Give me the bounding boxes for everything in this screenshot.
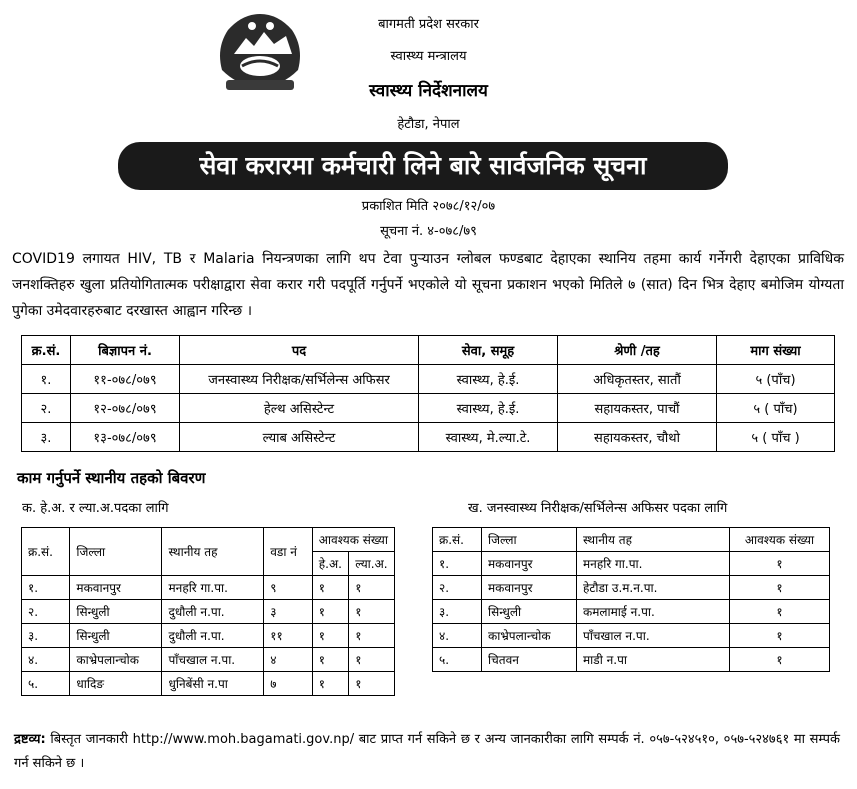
cell: सहायकस्तर, पाचौं <box>558 394 717 423</box>
directorate-name: स्वास्थ्य निर्देशनालय <box>369 81 488 101</box>
cell: पाँचखाल न.पा. <box>577 624 730 648</box>
local-level-table-a <box>21 527 395 696</box>
cell: हेल्थ असिस्टेन्ट <box>180 394 419 423</box>
table-row <box>433 600 830 624</box>
col-post: पद <box>180 336 419 365</box>
cell: मनहरि गा.पा. <box>577 552 730 576</box>
table-row <box>22 624 395 648</box>
footnote <box>14 728 840 776</box>
cell: १३-०७८/०७९ <box>71 423 180 452</box>
col-district: जिल्ला <box>482 528 577 552</box>
table-row <box>22 423 835 452</box>
table-header-row <box>433 528 830 552</box>
cell: धुनिबेंसी न.पा <box>162 672 264 696</box>
cell: ११-०७८/०७९ <box>71 365 180 394</box>
cell: मकवानपुर <box>482 552 577 576</box>
cell: १ <box>730 600 830 624</box>
cell: १ <box>312 672 348 696</box>
cell: ३. <box>22 423 71 452</box>
government-name: बागमती प्रदेश सरकार <box>378 17 479 32</box>
cell: १. <box>22 576 70 600</box>
table-row <box>433 576 830 600</box>
footnote-text: बिस्तृत जानकारी http://www.moh.bagamati.gov.np/ बाट प्राप्त गर्न सकिने छ र अन्य जानकारीका लागि सम्पर्क नं. ०५७-५२४५१०, ०५७-५२४७६१ मा सम्पर्क गर्न सकिने छ । <box>14 732 840 771</box>
cell: पाँचखाल न.पा. <box>162 648 264 672</box>
col-sn: क्र.सं. <box>22 528 70 576</box>
col-required: आवश्यक संख्या <box>730 528 830 552</box>
cell: २. <box>22 600 70 624</box>
vacancy-table <box>21 335 835 452</box>
cell: मकवानपुर <box>70 576 162 600</box>
cell: ९ <box>264 576 313 600</box>
cell: ५. <box>433 648 482 672</box>
col-level: श्रेणी /तह <box>558 336 717 365</box>
table-row <box>22 576 395 600</box>
cell: स्वास्थ्य, हे.ई. <box>419 365 558 394</box>
cell: १ <box>730 624 830 648</box>
cell: १ <box>349 600 395 624</box>
cell: १ <box>312 624 348 648</box>
cell: ५. <box>22 672 70 696</box>
table-header-row <box>22 528 395 552</box>
col-sn: क्र.सं. <box>22 336 71 365</box>
cell: स्वास्थ्य, मे.ल्या.टे. <box>419 423 558 452</box>
col-district: जिल्ला <box>70 528 162 576</box>
cell: माडी न.पा <box>577 648 730 672</box>
cell: १ <box>312 648 348 672</box>
cell: २. <box>22 394 71 423</box>
intro-paragraph: COVID19 लगायत HIV, TB र Malaria नियन्त्रणका लागि थप टेवा पुऱ्याउन ग्लोबल फण्डबाट देहाएका स्थानिय तहमा कार्य गर्नेगरी देहाएका प्राविधिक जनशक्तिहरु खुला प्रतियोगितात्मक परीक्षाद्वारा सेवा करार गरी पदपूर्ति गर्नुपर्ने भएकोले यो सूचना प्रकाशन भएको मितिले ७ (सात) दिन भित्र देहाए बमोजिम योग्यता पुगेका उमेदवारहरुबाट दरखास्त आह्वान गरिन्छ । <box>12 251 844 319</box>
cell: १ <box>312 600 348 624</box>
notice-number: सूचना नं. ४-०७८/७९ <box>380 224 477 239</box>
cell: सिन्धुली <box>70 624 162 648</box>
cell: चितवन <box>482 648 577 672</box>
cell: हेटौडा उ.म.न.पा. <box>577 576 730 600</box>
cell: ७ <box>264 672 313 696</box>
col-ha: हे.अ. <box>312 552 348 576</box>
col-service: सेवा, समूह <box>419 336 558 365</box>
table-b-caption: ख. जनस्वास्थ्य निरीक्षक/सर्भिलेन्स अफिसर पदका लागि <box>468 501 728 516</box>
local-level-table-b <box>432 527 830 672</box>
cell: १ <box>730 552 830 576</box>
col-required: आवश्यक संख्या <box>312 528 394 552</box>
cell: ४. <box>433 624 482 648</box>
table-row <box>22 394 835 423</box>
col-la: ल्या.अ. <box>349 552 395 576</box>
cell: ४. <box>22 648 70 672</box>
cell: काभ्रेपलान्चोक <box>70 648 162 672</box>
cell: मकवानपुर <box>482 576 577 600</box>
col-adv-no: बिज्ञापन नं. <box>71 336 180 365</box>
published-date: प्रकाशित मिति २०७८/१२/०७ <box>361 199 496 214</box>
table-row <box>433 648 830 672</box>
cell: दुधौली न.पा. <box>162 624 264 648</box>
table-row <box>22 648 395 672</box>
col-ward: वडा नं <box>264 528 313 576</box>
cell: १ <box>349 672 395 696</box>
cell: १. <box>433 552 482 576</box>
cell: १ <box>730 648 830 672</box>
cell: १ <box>730 576 830 600</box>
cell: सिन्धुली <box>482 600 577 624</box>
section-title: काम गर्नुपर्ने स्थानीय तहको बिवरण <box>17 469 206 487</box>
ministry-name: स्वास्थ्य मन्त्रालय <box>390 49 467 64</box>
cell: ३ <box>264 600 313 624</box>
cell: २. <box>433 576 482 600</box>
cell: मनहरि गा.पा. <box>162 576 264 600</box>
cell: धादिङ <box>70 672 162 696</box>
notice-banner: सेवा करारमा कर्मचारी लिने बारे सार्वजनिक सूचना <box>118 142 728 190</box>
cell: ल्याब असिस्टेन्ट <box>180 423 419 452</box>
cell: सहायकस्तर, चौथो <box>558 423 717 452</box>
cell: १ <box>349 648 395 672</box>
cell: सिन्धुली <box>70 600 162 624</box>
table-a-caption: क. हे.अ. र ल्या.अ.पदका लागि <box>22 501 169 516</box>
cell: काभ्रेपलान्चोक <box>482 624 577 648</box>
cell: १. <box>22 365 71 394</box>
col-demand: माग संख्या <box>717 336 835 365</box>
cell: १ <box>349 624 395 648</box>
cell: दुधौली न.पा. <box>162 600 264 624</box>
cell: ४ <box>264 648 313 672</box>
table-row <box>22 600 395 624</box>
col-sn: क्र.सं. <box>433 528 482 552</box>
cell: अधिकृतस्तर, सातौं <box>558 365 717 394</box>
cell: ५ ( पाँच) <box>717 394 835 423</box>
cell: ११ <box>264 624 313 648</box>
table-row <box>22 672 395 696</box>
col-local-level: स्थानीय तह <box>577 528 730 552</box>
cell: ५ ( पाँच ) <box>717 423 835 452</box>
cell: १२-०७८/०७९ <box>71 394 180 423</box>
cell: ३. <box>433 600 482 624</box>
cell: १ <box>312 576 348 600</box>
office-location: हेटौडा, नेपाल <box>397 117 460 132</box>
cell: स्वास्थ्य, हे.ई. <box>419 394 558 423</box>
table-header-row <box>22 336 835 365</box>
col-local-level: स्थानीय तह <box>162 528 264 576</box>
footnote-label: द्रष्टव्य: <box>14 732 46 747</box>
cell: १ <box>349 576 395 600</box>
cell: कमलामाई न.पा. <box>577 600 730 624</box>
table-row <box>433 552 830 576</box>
table-row <box>22 365 835 394</box>
cell: जनस्वास्थ्य निरीक्षक/सर्भिलेन्स अफिसर <box>180 365 419 394</box>
table-row <box>433 624 830 648</box>
cell: ३. <box>22 624 70 648</box>
cell: ५ (पाँच) <box>717 365 835 394</box>
